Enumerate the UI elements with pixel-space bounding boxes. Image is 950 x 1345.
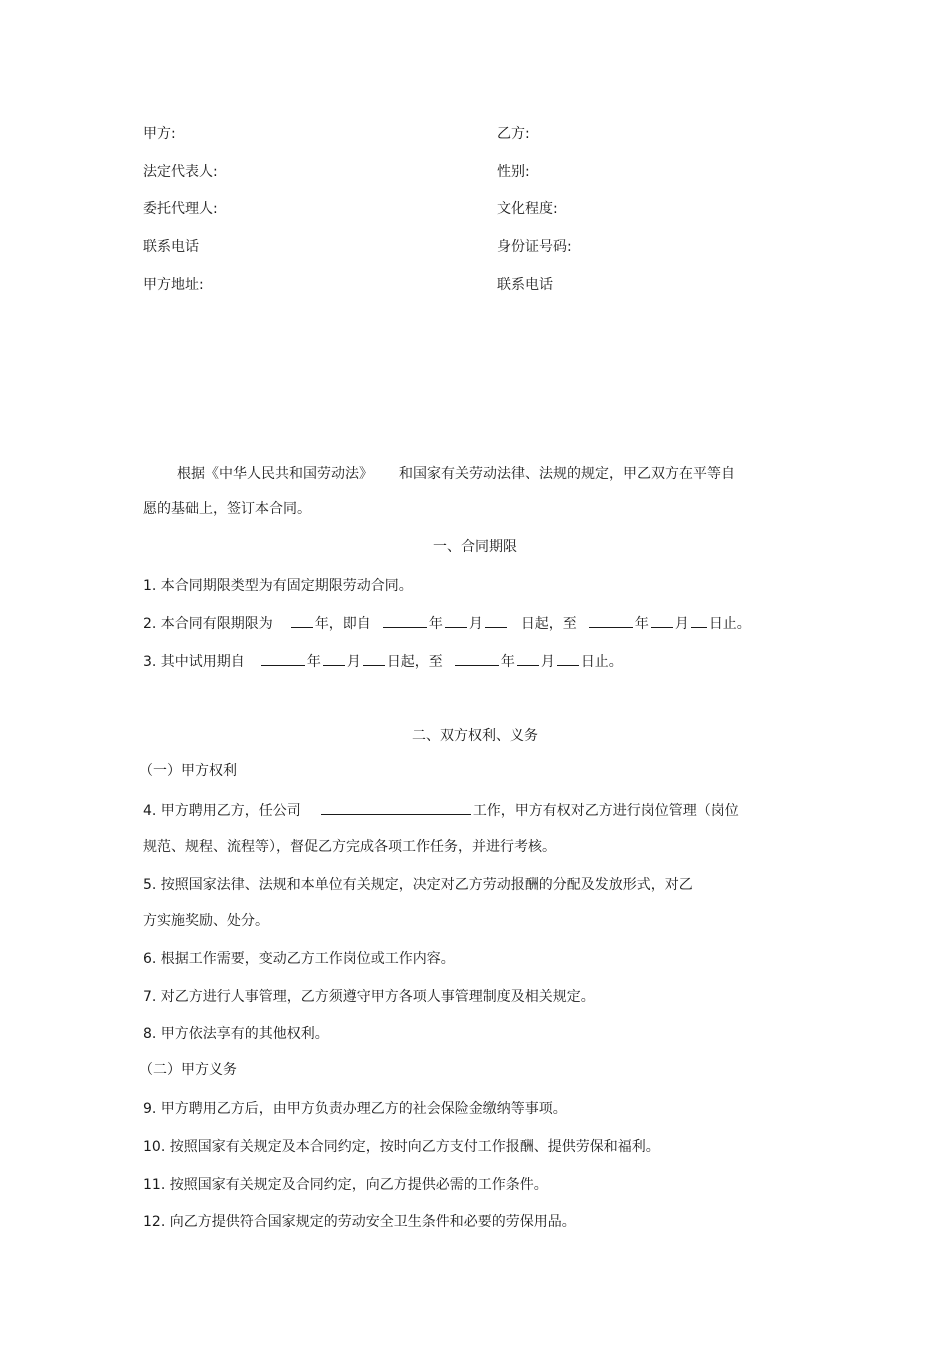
- clause-11: 11. 按照国家有关规定及合同约定，向乙方提供必需的工作条件。: [143, 1177, 548, 1193]
- end-year-blank: [589, 613, 633, 628]
- preamble-text: 和国家有关劳动法律、法规的规定，甲乙双方在平等自: [399, 466, 735, 482]
- party-a-address-label: 甲方地址:: [143, 277, 204, 293]
- probation-start-day-blank: [363, 651, 385, 666]
- probation-start-year-blank: [261, 651, 305, 666]
- preamble-line-2: 愿的基础上，签订本合同。: [143, 501, 311, 517]
- clause-4: 4. 甲方聘用乙方，任公司 工作，甲方有权对乙方进行岗位管理（岗位: [143, 800, 739, 821]
- legal-representative-label: 法定代表人:: [143, 164, 218, 180]
- party-a-label: 甲方:: [143, 126, 176, 142]
- party-a-phone-label: 联系电话: [143, 239, 199, 255]
- party-b-label: 乙方:: [497, 126, 530, 142]
- section-1-title: 一、合同期限: [433, 539, 517, 555]
- start-month-blank: [445, 613, 467, 628]
- probation-start-month-blank: [323, 651, 345, 666]
- clause-2: 2. 本合同有限期限为 年，即自 年 月 日起，至 年 月 日止。: [143, 613, 751, 634]
- start-day-blank: [485, 613, 507, 628]
- clause-4-cont: 规范、规程、流程等），督促乙方完成各项工作任务，并进行考核。: [143, 839, 556, 855]
- clause-10: 10. 按照国家有关规定及本合同约定，按时向乙方支付工作报酬、提供劳保和福利。: [143, 1139, 660, 1155]
- party-b-phone-label: 联系电话: [497, 277, 553, 293]
- probation-end-month-blank: [517, 651, 539, 666]
- clause-5: 5. 按照国家法律、法规和本单位有关规定，决定对乙方劳动报酬的分配及发放形式，对乙: [143, 877, 693, 893]
- clause-1: 1. 本合同期限类型为有固定期限劳动合同。: [143, 578, 413, 594]
- term-years-blank: [291, 613, 313, 628]
- id-number-label: 身份证号码:: [497, 239, 572, 255]
- clause-9: 9. 甲方聘用乙方后，由甲方负责办理乙方的社会保险金缴纳等事项。: [143, 1101, 567, 1117]
- clause-5-cont: 方实施奖励、处分。: [143, 913, 269, 929]
- preamble-law-name: 根据《中华人民共和国劳动法》: [177, 466, 373, 482]
- clause-12: 12. 向乙方提供符合国家规定的劳动安全卫生条件和必要的劳保用品。: [143, 1214, 576, 1230]
- probation-end-year-blank: [455, 651, 499, 666]
- agent-label: 委托代理人:: [143, 201, 218, 217]
- gender-label: 性别:: [497, 164, 530, 180]
- clause-3: 3. 其中试用期自 年 月 日起，至 年 月 日止。: [143, 651, 623, 672]
- probation-end-day-blank: [557, 651, 579, 666]
- position-blank: [321, 800, 471, 815]
- section-2-title: 二、双方权利、义务: [412, 728, 538, 744]
- subsection-party-a-rights: （一）甲方权利: [139, 763, 237, 779]
- clause-8: 8. 甲方依法享有的其他权利。: [143, 1026, 329, 1042]
- subsection-party-a-obligations: （二）甲方义务: [139, 1062, 237, 1078]
- preamble-line-1: [177, 464, 735, 484]
- education-label: 文化程度:: [497, 201, 558, 217]
- clause-7: 7. 对乙方进行人事管理，乙方须遵守甲方各项人事管理制度及相关规定。: [143, 989, 595, 1005]
- clause-6: 6. 根据工作需要，变动乙方工作岗位或工作内容。: [143, 951, 455, 967]
- end-day-blank: [691, 613, 707, 628]
- start-year-blank: [383, 613, 427, 628]
- end-month-blank: [651, 613, 673, 628]
